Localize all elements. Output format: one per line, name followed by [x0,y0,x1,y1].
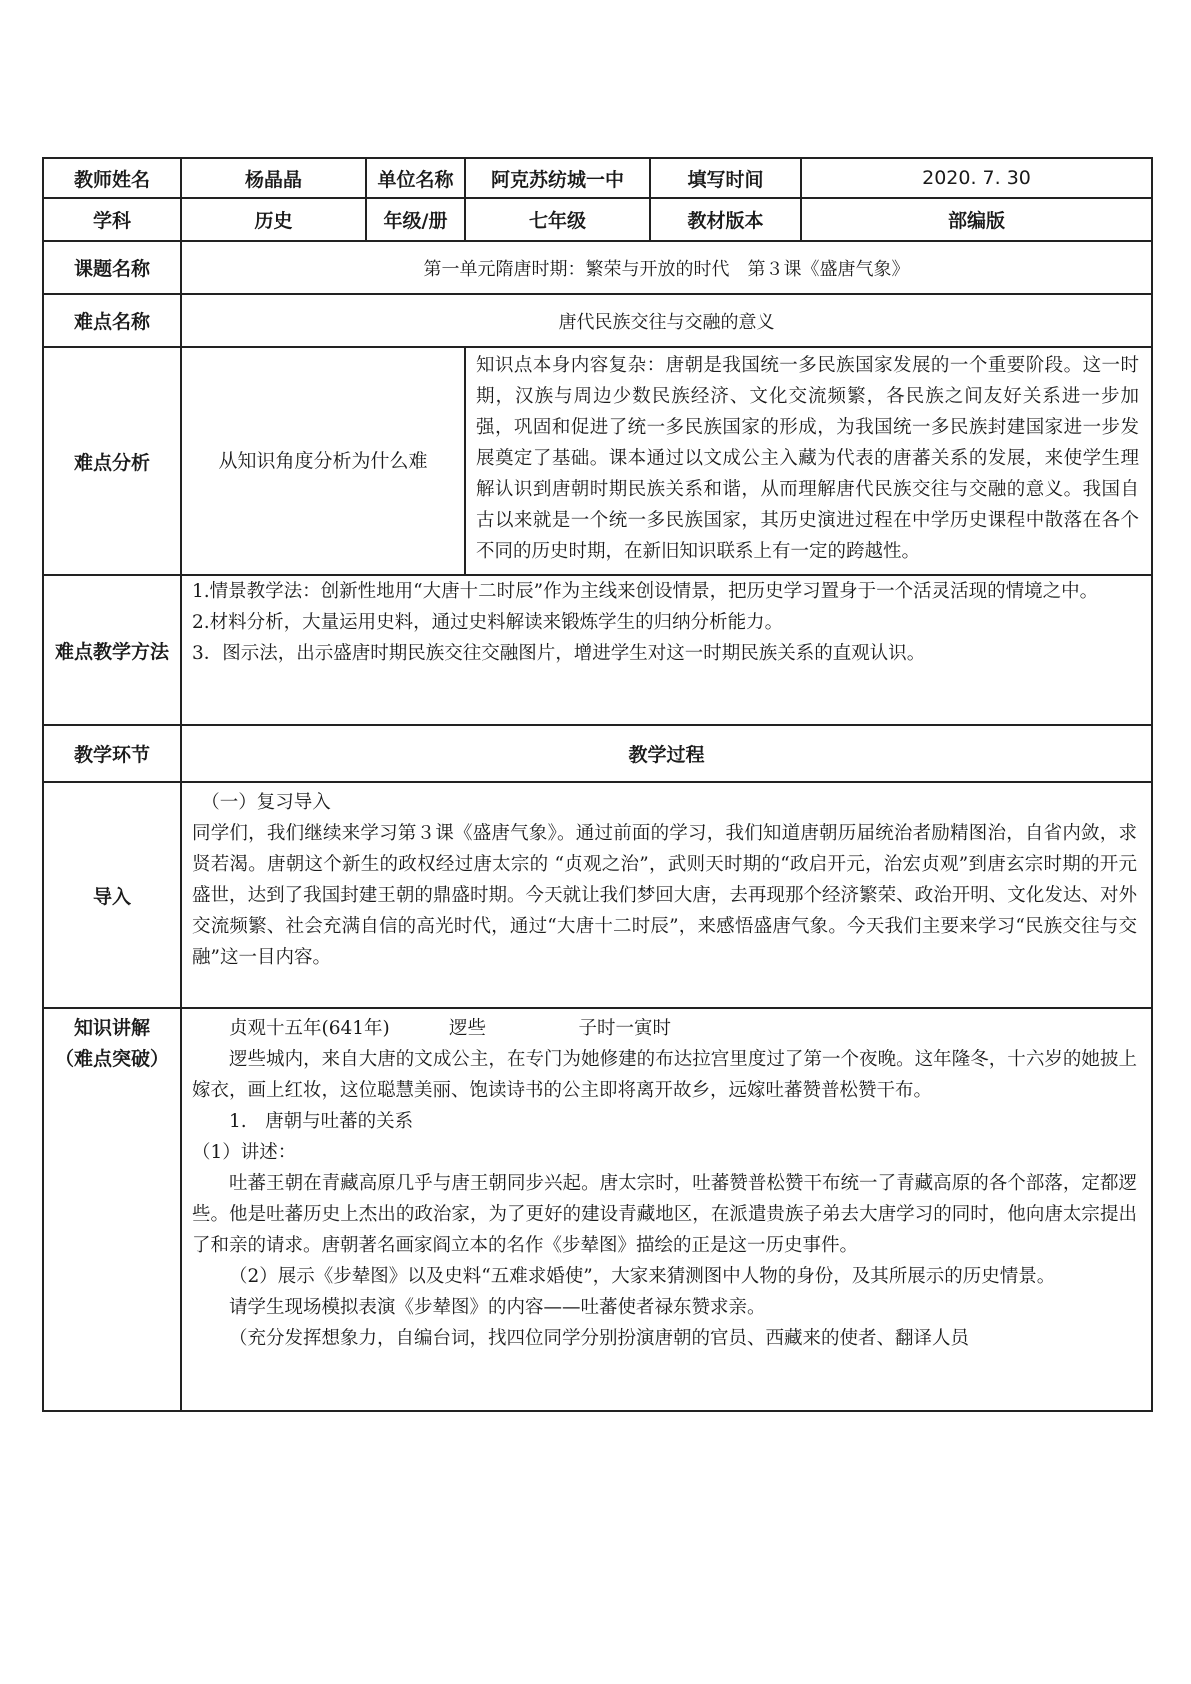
intro-text: 同学们，我们继续来学习第３课《盛唐气象》。通过前面的学习，我们知道唐朝历届统治者励精图治，自省内敛，求贤若渴。唐朝这个新生的政权经过唐太宗的 “贞观之治”，武则天时期的“政启开元，治宏贞观”到唐玄宗时期的开元盛世，达到了我国封建王朝的鼎盛时期。今天就让我们梦回大唐，去再现那个经济繁荣、政治开明、文化发达、对外交流频繁、社会充满自信的高光时代，通过“大唐十二时辰”，来感悟盛唐气象。今天我们主要来学习“民族交往与交融”这一目内容。 [192,823,1137,968]
subject-value: 历史 [181,198,366,241]
knowledge-row [43,1008,1152,1411]
knowledge-sub-1: （1）讲述： [192,1142,297,1163]
topic-value: 第一单元隋唐时期：繁荣与开放的时代 第３课《盛唐气象》 [181,241,1152,294]
unit-name-value: 阿克苏纺城一中 [465,158,650,198]
knowledge-para-1: 逻些城内，来自大唐的文成公主，在专门为她修建的布达拉宫里度过了第一个夜晚。这年隆冬，十六岁的她披上嫁衣，画上红妆，这位聪慧美丽、饱读诗书的公主即将离开故乡，远嫁吐蕃赞普松赞干布。 [192,1049,1137,1101]
unit-name-label: 单位名称 [366,158,465,198]
grade-value: 七年级 [465,198,650,241]
difficulty-row [43,294,1152,347]
header-row-1 [43,158,1152,198]
timeline-year: 贞观十五年(641年) [229,1018,390,1039]
fill-date-value: 2020. 7. 30 [801,158,1152,198]
intro-heading: （一）复习导入 [201,792,331,813]
analysis-sub-label: 从知识角度分析为什么难 [181,347,465,575]
header-row-2 [43,198,1152,241]
topic-label: 课题名称 [43,241,181,294]
edition-label: 教材版本 [650,198,801,241]
knowledge-label-line2: （难点突破） [54,1048,169,1070]
teacher-name-value: 杨晶晶 [181,158,366,198]
subject-label: 学科 [43,198,181,241]
knowledge-para-2: 吐蕃王朝在青藏高原几乎与唐王朝同步兴起。唐太宗时，吐蕃赞普松赞干布统一了青藏高原的各个部落，定都逻些。他是吐蕃历史上杰出的政治家，为了更好的建设青藏地区，在派遣贵族子弟去大唐学习的同时，他向唐太宗提出了和亲的请求。唐朝著名画家阎立本的名作《步辇图》描绘的正是这一历史事件。 [192,1173,1137,1256]
process-header-row [43,725,1152,782]
process-label: 教学过程 [181,725,1152,782]
intro-label: 导入 [43,782,181,1008]
knowledge-timeline [192,1013,1137,1044]
intro-row [43,782,1152,1008]
knowledge-para-4: 请学生现场模拟表演《步辇图》的内容——吐蕃使者禄东赞求亲。 [229,1297,766,1318]
knowledge-section-1: 1. 唐朝与吐蕃的关系 [229,1111,414,1132]
method-item-2: 2.材料分析，大量运用史料，通过史料解读来锻炼学生的归纳分析能力。 [192,612,784,633]
analysis-row [43,347,1152,575]
teacher-name-label: 教师姓名 [43,158,181,198]
fill-date-label: 填写时间 [650,158,801,198]
method-item-3: 3．图示法，出示盛唐时期民族交往交融图片，增进学生对这一时期民族关系的直观认识。 [192,643,926,664]
topic-row [43,241,1152,294]
lesson-plan-table [42,157,1153,1412]
difficulty-value: 唐代民族交往与交融的意义 [181,294,1152,347]
method-row [43,575,1152,725]
knowledge-label-line1: 知识讲解 [73,1017,150,1039]
timeline-hour: 子时一寅时 [578,1018,671,1039]
analysis-label: 难点分析 [43,347,181,575]
difficulty-label: 难点名称 [43,294,181,347]
timeline-place: 逻些 [448,1018,486,1039]
method-item-1: 1.情景教学法：创新性地用“大唐十二时辰”作为主线来创设情景，把历史学习置身于一个活灵活现的情境之中。 [192,581,1099,602]
knowledge-para-3: （2）展示《步辇图》以及史料“五难求婚使”，大家来猜测图中人物的身份，及其所展示的历史情景。 [229,1266,1056,1287]
analysis-text: 知识点本身内容复杂：唐朝是我国统一多民族国家发展的一个重要阶段。这一时期，汉族与周边少数民族经济、文化交流频繁，各民族之间友好关系进一步加强，巩固和促进了统一多民族国家的形成，为我国统一多民族封建国家进一步发展奠定了基础。课本通过以文成公主入藏为代表的唐蕃关系的发展，来使学生理解认识到唐朝时期民族关系和谐，从而理解唐代民族交往与交融的意义。我国自古以来就是一个统一多民族国家，其历史演进过程在中学历史课程中散落在各个不同的历史时期，在新旧知识联系上有一定的跨越性。 [476,355,1139,562]
grade-label: 年级/册 [366,198,465,241]
knowledge-para-5: （充分发挥想象力，自编台词，找四位同学分别扮演唐朝的官员、西藏来的使者、翻译人员 [229,1328,970,1349]
process-stage-label: 教学环节 [43,725,181,782]
method-label: 难点教学方法 [43,575,181,725]
edition-value: 部编版 [801,198,1152,241]
